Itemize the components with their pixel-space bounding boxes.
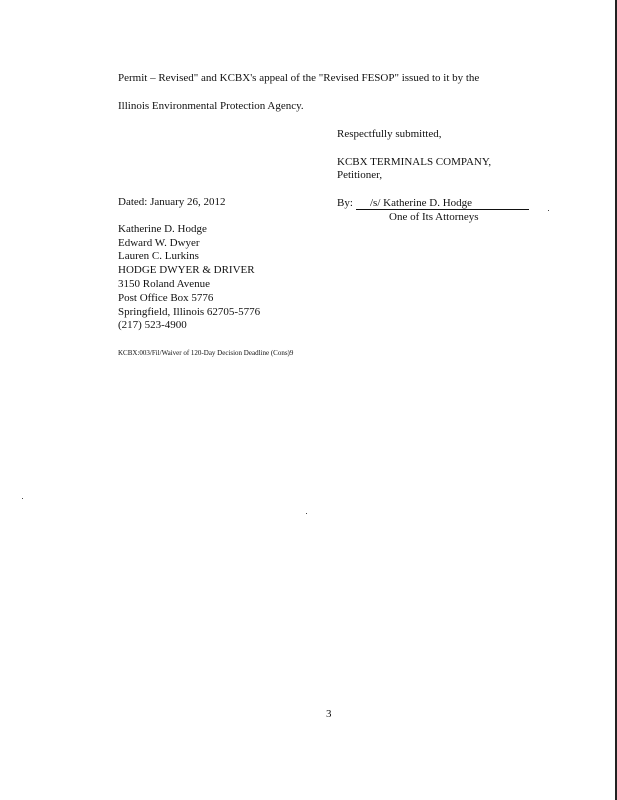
closing-text: Respectfully submitted, xyxy=(337,128,442,140)
address-line: Springfield, Illinois 62705-5776 xyxy=(118,306,261,318)
by-label: By: xyxy=(337,197,353,209)
body-text-line-1: Permit – Revised" and KCBX's appeal of the "Revised FESOP" issued to it by the xyxy=(118,72,480,84)
firm-name: HODGE DWYER & DRIVER xyxy=(118,264,255,276)
address-line: Post Office Box 5776 xyxy=(118,292,214,304)
scan-speck xyxy=(306,513,307,514)
date-line: Dated: January 26, 2012 xyxy=(118,196,226,208)
phone-number: (217) 523-4900 xyxy=(118,319,187,331)
company-name: KCBX TERMINALS COMPANY, xyxy=(337,156,492,168)
body-text-line-2: Illinois Environmental Protection Agency. xyxy=(118,100,304,112)
signer-name: /s/ Katherine D. Hodge xyxy=(370,197,473,209)
address-line: 3150 Roland Avenue xyxy=(118,278,211,290)
attorney-line: Lauren C. Lurkins xyxy=(118,250,199,262)
signer-title: One of Its Attorneys xyxy=(389,211,479,223)
attorney-line: Edward W. Dwyer xyxy=(118,237,200,249)
petitioner-label: Petitioner, xyxy=(337,169,383,181)
scan-speck xyxy=(548,210,549,211)
scan-speck xyxy=(22,498,23,499)
file-reference: KCBX:003/Fil/Waiver of 120-Day Decision Deadline (Cons)9 xyxy=(118,349,294,357)
page-number: 3 xyxy=(326,708,332,720)
attorney-line: Katherine D. Hodge xyxy=(118,223,207,235)
